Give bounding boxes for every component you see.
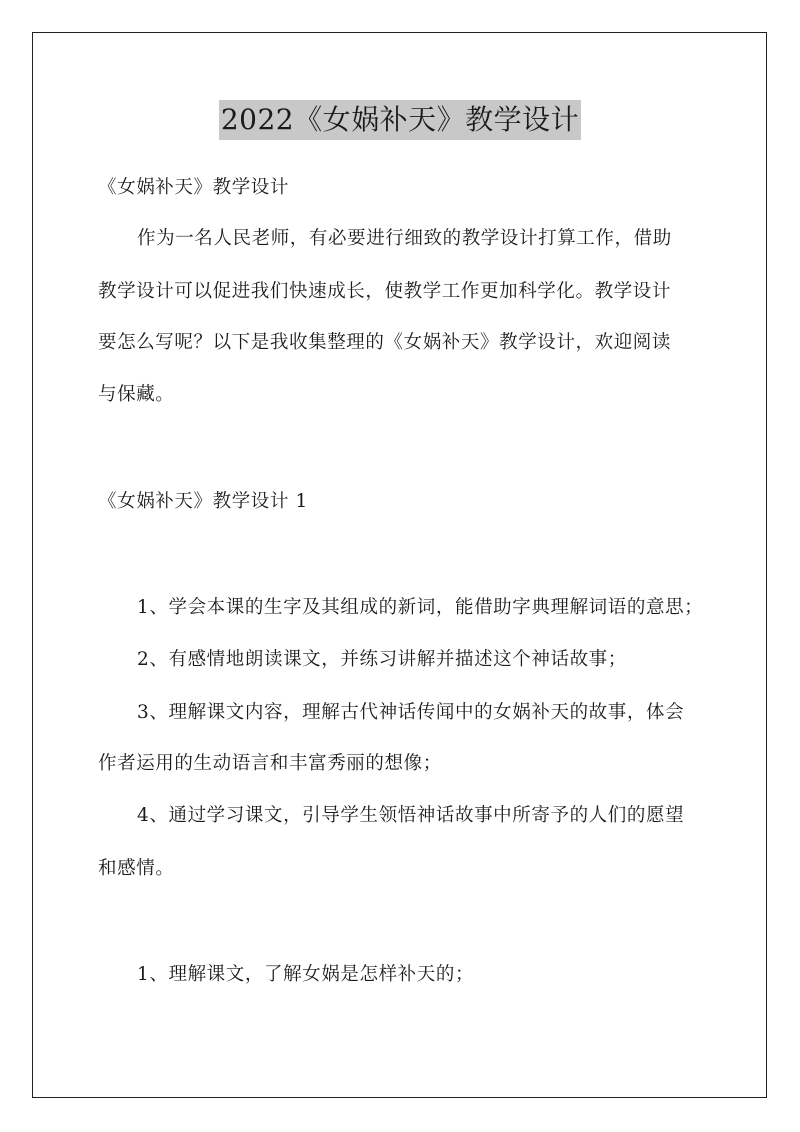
intro-line-3: 要怎么写呢？以下是我收集整理的《女娲补天》教学设计，欢迎阅读 bbox=[98, 332, 672, 353]
goal-line-3: 3、理解课文内容，理解古代神话传闻中的女娲补天的故事，体会 bbox=[137, 702, 685, 723]
intro-line-2: 教学设计可以促进我们快速成长，使教学工作更加科学化。教学设计 bbox=[98, 281, 672, 302]
goal-line-5: 4、通过学习课文，引导学生领悟神话故事中所寄予的人们的愿望 bbox=[137, 805, 685, 826]
title-wrap bbox=[0, 100, 800, 140]
intro-line-1: 作为一名人民老师，有必要进行细致的教学设计打算工作，借助 bbox=[137, 228, 672, 249]
document-subtitle: 《女娲补天》教学设计 bbox=[98, 177, 290, 198]
document-title: 2022《女娲补天》教学设计 bbox=[219, 100, 581, 140]
section-heading: 《女娲补天》教学设计 1 bbox=[98, 491, 308, 512]
goal-line-4: 作者运用的生动语言和丰富秀丽的想像； bbox=[98, 753, 442, 774]
goal-line-2: 2、有感情地朗读课文，并练习讲解并描述这个神话故事； bbox=[137, 649, 627, 670]
goal-line-1: 1、学会本课的生字及其组成的新词，能借助字典理解词语的意思； bbox=[137, 597, 704, 618]
focus-line-1: 1、理解课文，了解女娲是怎样补天的； bbox=[137, 964, 475, 985]
intro-line-4: 与保藏。 bbox=[98, 384, 175, 405]
goal-line-6: 和感情。 bbox=[98, 858, 175, 879]
